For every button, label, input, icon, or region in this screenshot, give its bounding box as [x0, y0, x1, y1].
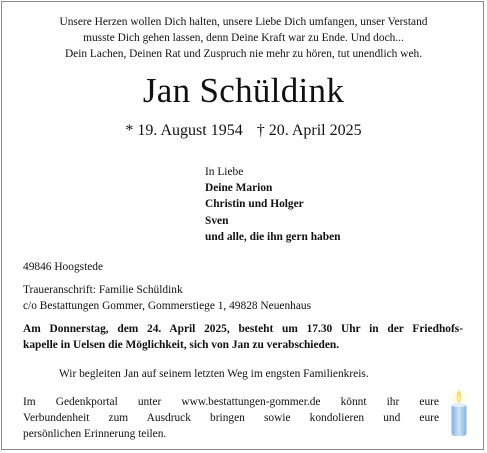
family-member: Sven — [205, 214, 229, 227]
family-member: Deine Marion — [205, 182, 273, 195]
address-line-1: Traueranschrift: Familie Schüldink — [23, 284, 183, 296]
family-member: und alle, die ihn gern haben — [205, 230, 341, 243]
family-member: Christin und Holger — [205, 198, 304, 211]
deceased-name: Jan Schüldink — [142, 71, 345, 110]
address-line-2: c/o Bestattungen Gommer, Gommerstiege 1, 49828 Neuenhaus — [23, 300, 312, 312]
portal-line-1: Im Gedenkportal unter www.bestattungen-gommer.de könnt ihr eure — [23, 396, 439, 408]
family-intro: In Liebe — [205, 166, 244, 178]
poem-line-1: Unsere Herzen wollen Dich halten, unsere Liebe Dich umfangen, unser Verstand — [59, 16, 428, 28]
portal-line-3: persönlichen Erinnerung teilen. — [23, 428, 167, 440]
poem-line-3: Dein Lachen, Deinen Rat und Zuspruch nie mehr zu hören, tut unendlich weh. — [64, 48, 423, 60]
death-date: † 20. April 2025 — [256, 122, 362, 139]
ceremony-line-2: kapelle in Uelsen die Möglichkeit, sich von Jan zu verabschieden. — [23, 339, 340, 351]
family-signature — [205, 164, 340, 245]
life-dates — [0, 122, 487, 140]
birth-date: * 19. August 1954 — [125, 122, 243, 139]
portal-line-2: Verbundenheit zum Ausdruck bringen sowie kondolieren und eure — [23, 412, 439, 424]
ceremony-line-1: Am Donnerstag, dem 24. April 2025, besteht um 17.30 Uhr in der Friedhofs- — [23, 323, 463, 335]
poem-line-2: musste Dich gehen lassen, denn Deine Kraft war zu Ende. Und doch... — [83, 32, 404, 44]
location: 49846 Hoogstede — [23, 261, 104, 273]
burial-note: Wir begleiten Jan auf seinem letzten Weg im engsten Familienkreis. — [59, 368, 369, 380]
candle-icon — [448, 388, 470, 438]
